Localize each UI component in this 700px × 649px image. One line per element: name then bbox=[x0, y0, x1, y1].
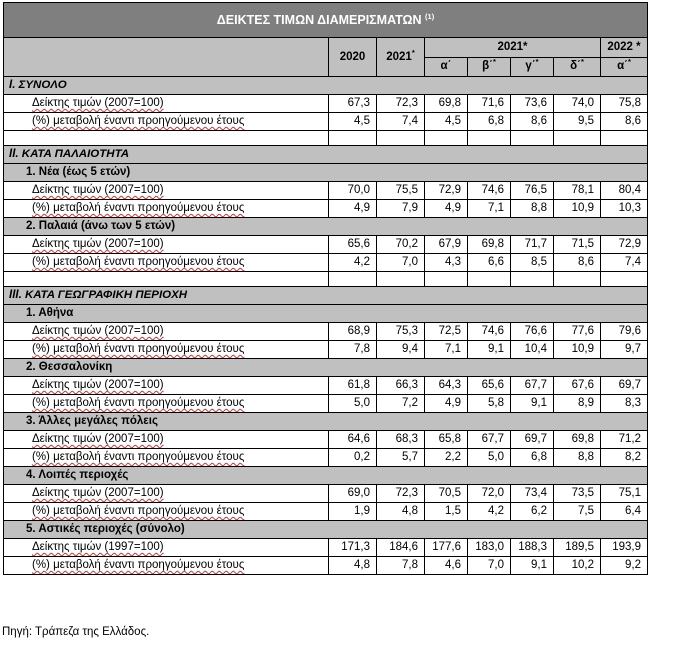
price-index-table bbox=[3, 2, 648, 575]
row-label: Δείκτης τιμών (2007=100) bbox=[4, 323, 329, 341]
value-cell: 64,3 bbox=[425, 377, 468, 395]
value-cell: 1,9 bbox=[329, 503, 377, 521]
value-cell: 10,2 bbox=[554, 557, 601, 575]
header-blank bbox=[4, 38, 329, 77]
value-cell: 183,0 bbox=[468, 539, 511, 557]
subsection-title: 3. Άλλες μεγάλες πόλεις bbox=[4, 413, 648, 431]
row-label: Δείκτης τιμών (2007=100) bbox=[4, 95, 329, 113]
value-cell: 69,0 bbox=[329, 485, 377, 503]
value-cell: 2,2 bbox=[425, 449, 468, 467]
value-cell: 68,3 bbox=[377, 431, 425, 449]
table-row bbox=[4, 113, 648, 131]
value-cell: 75,8 bbox=[601, 95, 648, 113]
row-label: (%) μεταβολή έναντι προηγούμενου έτους bbox=[4, 254, 329, 272]
row-label: Δείκτης τιμών (2007=100) bbox=[4, 485, 329, 503]
value-cell: 72,9 bbox=[425, 182, 468, 200]
value-cell: 8,6 bbox=[601, 113, 648, 131]
value-cell: 4,5 bbox=[425, 113, 468, 131]
value-cell: 69,7 bbox=[601, 377, 648, 395]
row-label: (%) μεταβολή έναντι προηγούμενου έτους bbox=[4, 200, 329, 218]
value-cell: 7,4 bbox=[601, 254, 648, 272]
header-quarter-b: β΄* bbox=[468, 57, 511, 77]
value-cell: 6,8 bbox=[511, 449, 554, 467]
value-cell: 8,2 bbox=[601, 449, 648, 467]
value-cell: 5,8 bbox=[468, 395, 511, 413]
value-cell: 184,6 bbox=[377, 539, 425, 557]
value-cell: 4,2 bbox=[468, 503, 511, 521]
value-cell: 78,1 bbox=[554, 182, 601, 200]
value-cell: 7,5 bbox=[554, 503, 601, 521]
value-cell: 7,1 bbox=[468, 200, 511, 218]
value-cell: 80,4 bbox=[601, 182, 648, 200]
value-cell: 70,5 bbox=[425, 485, 468, 503]
value-cell: 6,4 bbox=[601, 503, 648, 521]
table-row bbox=[4, 431, 648, 449]
value-cell: 65,6 bbox=[468, 377, 511, 395]
value-cell: 6,2 bbox=[511, 503, 554, 521]
source-note: Πηγή: Τράπεζα της Ελλάδος. bbox=[2, 626, 150, 638]
table-row bbox=[4, 182, 648, 200]
table-row bbox=[4, 395, 648, 413]
value-cell: 79,6 bbox=[601, 323, 648, 341]
value-cell: 77,6 bbox=[554, 323, 601, 341]
row-label: Δείκτης τιμών (2007=100) bbox=[4, 182, 329, 200]
value-cell: 67,6 bbox=[554, 377, 601, 395]
value-cell: 6,6 bbox=[468, 254, 511, 272]
row-label: (%) μεταβολή έναντι προηγούμενου έτους bbox=[4, 395, 329, 413]
value-cell: 76,6 bbox=[511, 323, 554, 341]
value-cell: 189,5 bbox=[554, 539, 601, 557]
table-row bbox=[4, 503, 648, 521]
value-cell: 10,9 bbox=[554, 341, 601, 359]
value-cell: 65,8 bbox=[425, 431, 468, 449]
value-cell: 4,9 bbox=[425, 395, 468, 413]
header-year-2021: 2021* bbox=[377, 38, 425, 77]
value-cell: 69,7 bbox=[511, 431, 554, 449]
value-cell: 8,6 bbox=[554, 254, 601, 272]
subsection-title: 1. Αθήνα bbox=[4, 305, 648, 323]
value-cell: 75,5 bbox=[377, 182, 425, 200]
value-cell: 9,7 bbox=[601, 341, 648, 359]
table-title: ΔΕΙΚΤΕΣ ΤΙΜΩΝ ΔΙΑΜΕΡΙΣΜΑΤΩΝ $^{(1)}$ bbox=[4, 3, 648, 38]
table-row bbox=[4, 485, 648, 503]
value-cell: 8,6 bbox=[511, 113, 554, 131]
value-cell: 70,0 bbox=[329, 182, 377, 200]
value-cell: 72,0 bbox=[468, 485, 511, 503]
value-cell: 177,6 bbox=[425, 539, 468, 557]
row-label: (%) μεταβολή έναντι προηγούμενου έτους bbox=[4, 557, 329, 575]
value-cell: 9,1 bbox=[468, 341, 511, 359]
value-cell: 75,3 bbox=[377, 323, 425, 341]
table-row bbox=[4, 539, 648, 557]
value-cell: 61,8 bbox=[329, 377, 377, 395]
value-cell: 7,0 bbox=[377, 254, 425, 272]
row-label: (%) μεταβολή έναντι προηγούμενου έτους bbox=[4, 341, 329, 359]
value-cell: 7,2 bbox=[377, 395, 425, 413]
value-cell: 72,3 bbox=[377, 485, 425, 503]
value-cell: 67,3 bbox=[329, 95, 377, 113]
value-cell: 4,2 bbox=[329, 254, 377, 272]
value-cell: 73,5 bbox=[554, 485, 601, 503]
header-quarter-c: γ΄* bbox=[511, 57, 554, 77]
value-cell: 64,6 bbox=[329, 431, 377, 449]
value-cell: 8,5 bbox=[511, 254, 554, 272]
value-cell: 4,9 bbox=[329, 200, 377, 218]
value-cell: 68,9 bbox=[329, 323, 377, 341]
value-cell: 5,0 bbox=[468, 449, 511, 467]
header-quarter-a-2022: α΄* bbox=[601, 57, 648, 77]
header-quarter-d: δ΄* bbox=[554, 57, 601, 77]
table-row bbox=[4, 557, 648, 575]
header-2022-quarters: 2022 * bbox=[601, 38, 648, 58]
value-cell: 73,6 bbox=[511, 95, 554, 113]
value-cell: 7,8 bbox=[329, 341, 377, 359]
value-cell: 171,3 bbox=[329, 539, 377, 557]
row-label: Δείκτης τιμών (2007=100) bbox=[4, 377, 329, 395]
value-cell: 7,8 bbox=[377, 557, 425, 575]
subsection-title: 2. Θεσσαλονίκη bbox=[4, 359, 648, 377]
value-cell: 5,0 bbox=[329, 395, 377, 413]
value-cell: 71,6 bbox=[468, 95, 511, 113]
header-year-2020: 2020 bbox=[329, 38, 377, 77]
value-cell: 8,9 bbox=[554, 395, 601, 413]
table-row bbox=[4, 341, 648, 359]
value-cell: 72,3 bbox=[377, 95, 425, 113]
table-row bbox=[4, 323, 648, 341]
table-row bbox=[4, 254, 648, 272]
value-cell: 66,3 bbox=[377, 377, 425, 395]
value-cell: 10,9 bbox=[554, 200, 601, 218]
value-cell: 74,6 bbox=[468, 182, 511, 200]
row-label: (%) μεταβολή έναντι προηγούμενου έτους bbox=[4, 449, 329, 467]
value-cell: 1,5 bbox=[425, 503, 468, 521]
value-cell: 10,3 bbox=[601, 200, 648, 218]
header-2021-quarters: 2021* bbox=[425, 38, 601, 58]
value-cell: 74,0 bbox=[554, 95, 601, 113]
value-cell: 76,5 bbox=[511, 182, 554, 200]
section-title: I. ΣΥΝΟΛΟ bbox=[4, 77, 648, 95]
value-cell: 8,8 bbox=[511, 200, 554, 218]
row-label: Δείκτης τιμών (1997=100) bbox=[4, 539, 329, 557]
value-cell: 69,8 bbox=[554, 431, 601, 449]
subsection-title: 1. Νέα (έως 5 ετών) bbox=[4, 164, 648, 182]
header-quarter-a: α΄ bbox=[425, 57, 468, 77]
table-row bbox=[4, 449, 648, 467]
value-cell: 69,8 bbox=[425, 95, 468, 113]
value-cell: 65,6 bbox=[329, 236, 377, 254]
value-cell: 4,8 bbox=[377, 503, 425, 521]
value-cell: 7,9 bbox=[377, 200, 425, 218]
value-cell: 6,8 bbox=[468, 113, 511, 131]
value-cell: 10,4 bbox=[511, 341, 554, 359]
spacer-row bbox=[4, 131, 648, 146]
section-title: II. ΚΑΤΑ ΠΑΛΑΙΟΤΗΤΑ bbox=[4, 146, 648, 164]
table-row bbox=[4, 95, 648, 113]
row-label: Δείκτης τιμών (2007=100) bbox=[4, 431, 329, 449]
value-cell: 70,2 bbox=[377, 236, 425, 254]
value-cell: 75,1 bbox=[601, 485, 648, 503]
value-cell: 71,2 bbox=[601, 431, 648, 449]
table-row bbox=[4, 200, 648, 218]
value-cell: 7,0 bbox=[468, 557, 511, 575]
table-row bbox=[4, 236, 648, 254]
value-cell: 4,5 bbox=[329, 113, 377, 131]
value-cell: 67,9 bbox=[425, 236, 468, 254]
value-cell: 7,1 bbox=[425, 341, 468, 359]
row-label: (%) μεταβολή έναντι προηγούμενου έτους bbox=[4, 113, 329, 131]
value-cell: 7,4 bbox=[377, 113, 425, 131]
value-cell: 9,2 bbox=[601, 557, 648, 575]
value-cell: 4,3 bbox=[425, 254, 468, 272]
value-cell: 72,5 bbox=[425, 323, 468, 341]
value-cell: 72,9 bbox=[601, 236, 648, 254]
value-cell: 9,1 bbox=[511, 557, 554, 575]
value-cell: 8,3 bbox=[601, 395, 648, 413]
value-cell: 4,6 bbox=[425, 557, 468, 575]
value-cell: 0,2 bbox=[329, 449, 377, 467]
value-cell: 188,3 bbox=[511, 539, 554, 557]
value-cell: 71,7 bbox=[511, 236, 554, 254]
spacer-row bbox=[4, 272, 648, 287]
row-label: Δείκτης τιμών (2007=100) bbox=[4, 236, 329, 254]
value-cell: 67,7 bbox=[468, 431, 511, 449]
section-title: III. ΚΑΤΑ ΓΕΩΓΡΑΦΙΚΗ ΠΕΡΙΟΧΗ bbox=[4, 287, 648, 305]
table-row bbox=[4, 377, 648, 395]
value-cell: 73,4 bbox=[511, 485, 554, 503]
subsection-title: 4. Λοιπές περιοχές bbox=[4, 467, 648, 485]
subsection-title: 2. Παλαιά (άνω των 5 ετών) bbox=[4, 218, 648, 236]
value-cell: 71,5 bbox=[554, 236, 601, 254]
value-cell: 5,7 bbox=[377, 449, 425, 467]
value-cell: 67,7 bbox=[511, 377, 554, 395]
value-cell: 9,4 bbox=[377, 341, 425, 359]
row-label: (%) μεταβολή έναντι προηγούμενου έτους bbox=[4, 503, 329, 521]
value-cell: 8,8 bbox=[554, 449, 601, 467]
subsection-title: 5. Αστικές περιοχές (σύνολο) bbox=[4, 521, 648, 539]
value-cell: 69,8 bbox=[468, 236, 511, 254]
value-cell: 4,9 bbox=[425, 200, 468, 218]
value-cell: 9,1 bbox=[511, 395, 554, 413]
value-cell: 4,8 bbox=[329, 557, 377, 575]
value-cell: 9,5 bbox=[554, 113, 601, 131]
value-cell: 193,9 bbox=[601, 539, 648, 557]
value-cell: 74,6 bbox=[468, 323, 511, 341]
